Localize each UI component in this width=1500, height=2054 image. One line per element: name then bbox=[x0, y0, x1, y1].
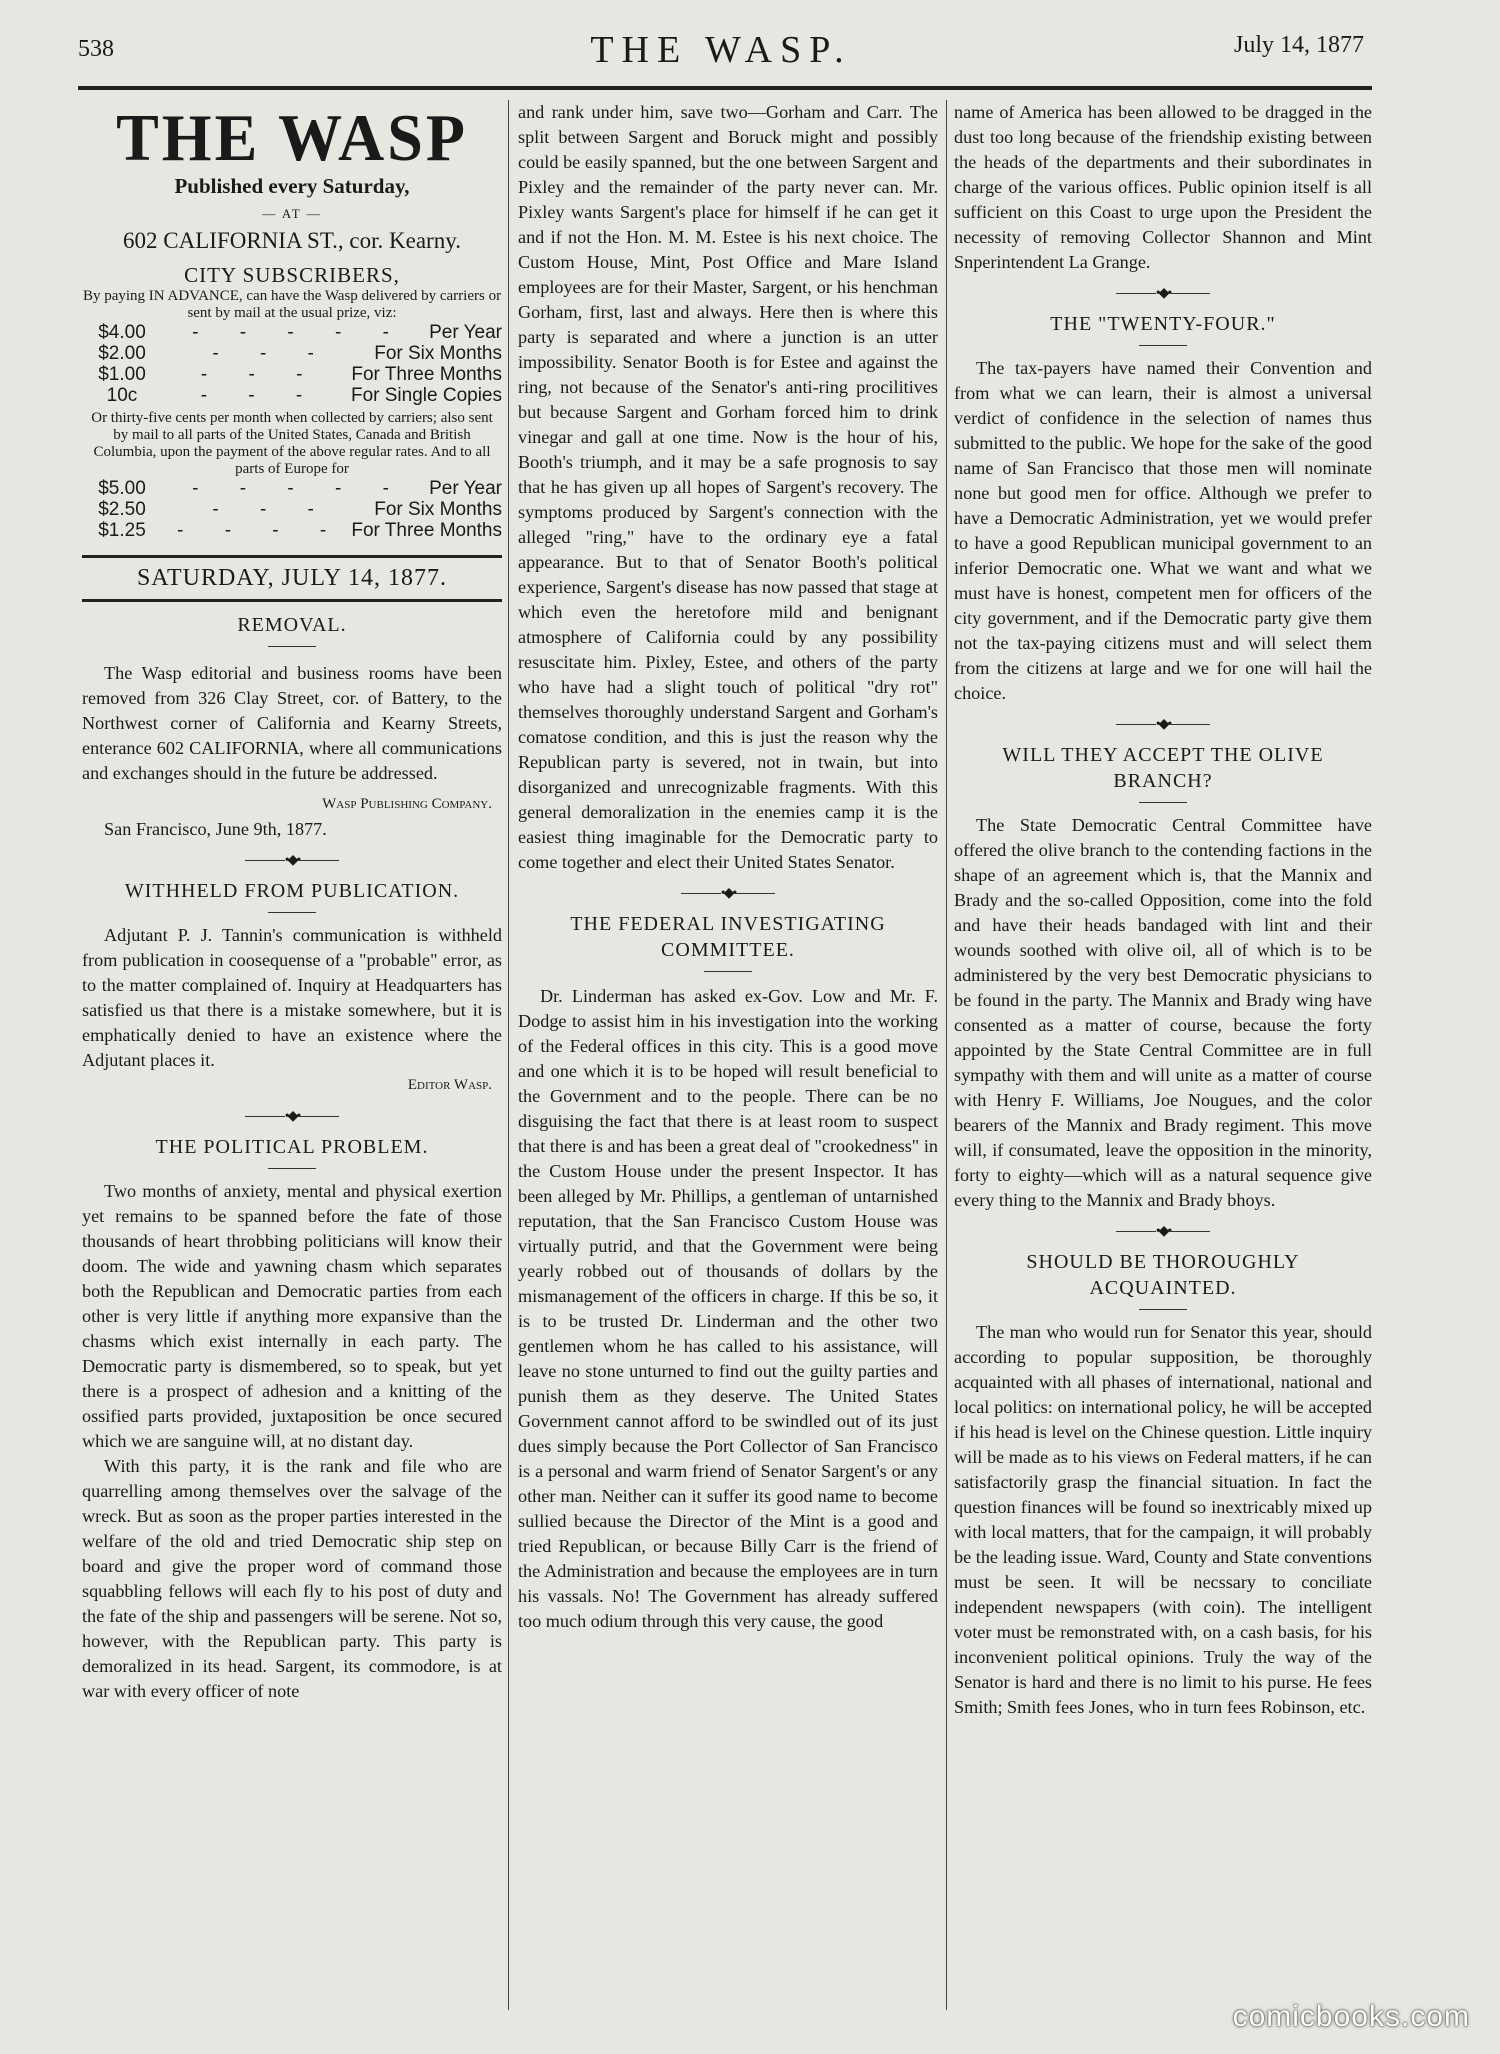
price-row: $1.00 - - - For Three Months bbox=[98, 364, 502, 385]
ornament-divider: •◆• bbox=[954, 1225, 1372, 1239]
acquainted-body: The man who would run for Senator this year, should according to popular supposition, be thoroughly acquainted with all phases of international, national and local politics: on international policy, he will be accepted if his head is level on the Chinese question. Little inquiry will be made as to his views on Federal matters, if he can satisfactorily grasp the financial situation. In fact the question finances will be found so inextricably mixed up with local matters, that for the campaign, it will probably be the leading issue. Ward, County and State conventions must be seen. It will be necssary to conciliate independent newspapers (with coin). The intelligent voter must be remonstrated with, on a cash basis, for his inconvenient political opinions. Truly the way of the Senator is hard and there is no limit to his purse. He fees Smith; Smith fees Jones, who in turn fees Robinson, etc. bbox=[954, 1322, 1372, 1717]
price-row: 10c - - - For Single Copies bbox=[106, 385, 502, 406]
price-row: $5.00 - - - - - Per Year bbox=[98, 478, 502, 499]
price-row: $1.25 - - - - For Three Months bbox=[98, 520, 502, 541]
price-row: $4.00 - - - - - Per Year bbox=[98, 322, 502, 343]
political-paragraph-1: Two months of anxiety, mental and physical exertion yet remains to be spanned before the fate of those thousands of heart throbbing politicians will know their doom. The wide and yawning chasm which separates both the Republican and Democratic parties from each other is very little if anything more expansive than the chasms which exist internally in each party. The Democratic party is dismembered, so to speak, but yet there is a prospect of adhesion and a knitting of the ossified parts provided, juxtaposition be once secured which we are sanguine will, at no distant day. bbox=[82, 1181, 502, 1451]
twentyfour-heading: THE "TWENTY-FOUR." bbox=[1050, 313, 1276, 335]
ornament-divider: •◆• bbox=[954, 287, 1372, 301]
short-rule bbox=[704, 971, 752, 972]
subscribers-heading: CITY SUBSCRIBERS, bbox=[184, 263, 400, 287]
running-head bbox=[78, 28, 1364, 76]
removal-place: San Francisco, June 9th, 1877. bbox=[104, 819, 327, 839]
federal-body: Dr. Linderman has asked ex-Gov. Low and Mr. F. Dodge to assist him in his investigation into the working of the Federal offices in this city. This is a good move and one which it is to be hoped will result beneficial to the Government and to the people. There can be no disguising the fact that there is at least room to suspect that there is and has been a great deal of "crookedness" in the Custom House under the present Inspector. It has been alleged by Mr. Phillips, a gentleman of untarnished reputation, that the San Francisco Custom House was virtually putrid, and that the Government were being yearly robbed out of thousands of dollars by the mismanagement of the officers in charge. If this be so, it is to be trusted Dr. Linderman and the other two gentlemen whom he has called to his assistance, will leave no stone unturned to find out the guilty parties and punish them as they deserve. The United States Government cannot afford to be swindled out of its just dues simply because the Port Collector of San Francisco is a personal and warm friend of Senator Sargent's or any other man. Neither can it suffer its good name to become sullied because the Director of the Mint is a good and tried Republican, or because Billy Carr is the friend of the Administration and because the employees are in turn his vassals. No! The Government has already suffered too much odium through this very cause, the good bbox=[518, 986, 938, 1631]
removal-signature: Wasp Publishing Company. bbox=[322, 796, 492, 812]
issue-date: SATURDAY, JULY 14, 1877. bbox=[82, 555, 502, 602]
newspaper-title: THE WASP bbox=[116, 100, 468, 175]
withheld-heading: WITHHELD FROM PUBLICATION. bbox=[124, 880, 460, 902]
price-list-europe bbox=[82, 478, 502, 541]
at-label: — AT — bbox=[262, 206, 322, 221]
price-row: $2.50 - - - For Six Months bbox=[98, 499, 502, 520]
twentyfour-body: The tax-payers have named their Convention and from what we can learn, their is almost a universal verdict of confidence in the selection of names thus submitted to the public. We hope for the sake of the good name of San Francisco that those men will nominate none but good men for office. Although we prefer to have a Democratic Administration, yet we would prefer to have a good Republican municipal government to an inferior Democratic one. What we want and what we must have is honest, competent men for officers of the city government, and if the Democratic party give them not the tax-paying citizens must and will select them from the citizens at large and we for one will hail the choice. bbox=[954, 358, 1372, 703]
publication-frequency: Published every Saturday, bbox=[174, 174, 410, 198]
removal-heading: REMOVAL. bbox=[237, 614, 347, 636]
olive-heading: WILL THEY ACCEPT THE OLIVE BRANCH? bbox=[1002, 744, 1324, 792]
column-3 bbox=[954, 100, 1372, 1720]
column-rule bbox=[946, 100, 947, 2010]
political-continued: and rank under him, save two—Gorham and Carr. The split between Sargent and Boruck might and possibly could be easily spanned, but the one between Sargent and Pixley and the remainder of the party never can. Mr. Pixley wants Sargent's place for himself if he can get it and if not the Hon. M. M. Estee is his next choice. The Custom House, Mint, Post Office and Mare Island employees are for their Master, Sargent, or his henchman Gorham, first, last and always. Here then is where this party is separated and where a junction is an utter impossibility. Senator Booth is for Estee and against the ring, not because of the Senator's anti-ring procilitives but because Sargent and Gorham forced him to drink vinegar and gall at one time. Now is the hour of his, Booth's triumph, and it may be a safe prognosis to say that he has given up all hopes of Sargent's recovery. The symptoms produced by Sargent's connection with the alleged "ring," have to the ordinary eye a fatal appearance. But to that of Senator Booth's political experience, Sargent's disease has now passed that stage at which even the heretofore mild and benignant atmosphere of California could by any possibility resuscitate him. Pixley, Estee, and others of the party who have had a slight touch of political "dry rot" themselves thoroughly understand Sargent and Gorham's comatose condition, and this is just the reason why the Republican party is severed, not in twain, but into disorganized and unrecognizable fragments. With this general demoralization in the enemies camp it is the easiest thing imaginable for the Democratic party to come together and elect their United States Senator. bbox=[518, 102, 938, 872]
short-rule bbox=[1139, 802, 1187, 803]
short-rule bbox=[268, 912, 316, 913]
price-list-us bbox=[82, 322, 502, 406]
withheld-signature: Editor Wasp. bbox=[407, 1077, 492, 1093]
thirty-five-cents-text: Or thirty-five cents per month when collected by carriers; also sent by mail to all parts of the United States, Canada and British Columbia, upon the payment of the above regular rates. And to all parts of Europe for bbox=[91, 410, 493, 477]
running-date: July 14, 1877 bbox=[1233, 32, 1364, 58]
top-rule bbox=[78, 86, 1372, 90]
column-1 bbox=[82, 100, 502, 1704]
federal-continued: name of America has been allowed to be dragged in the dust too long because of the friendship existing between the heads of the departments and their subordinates in charge of the various offices. Public opinion itself is all sufficient on this Coast to urge upon the President the necessity of removing Collector Shannon and Mint Snperintendent La Grange. bbox=[954, 102, 1372, 272]
ornament-divider: •◆• bbox=[82, 1110, 502, 1124]
ornament-divider: •◆• bbox=[954, 718, 1372, 732]
political-heading: THE POLITICAL PROBLEM. bbox=[155, 1136, 429, 1158]
column-rule bbox=[508, 100, 509, 2010]
short-rule bbox=[268, 1168, 316, 1169]
masthead-box bbox=[82, 100, 502, 602]
office-address: 602 CALIFORNIA ST., cor. Kearny. bbox=[123, 228, 461, 253]
short-rule bbox=[1139, 345, 1187, 346]
short-rule bbox=[268, 646, 316, 647]
political-paragraph-2: With this party, it is the rank and file who are quarrelling among themselves over the salvage of the wreck. But as soon as the proper parties interested in the welfare of the old and tried Democratic ship step on board and give the proper word of command those squabbling fellows will each fly to his post of duty and the fate of the ship and passengers will be serene. Not so, however, with the Republican party. This party is demoralized in its head. Sargent, its commodore, is at war with every officer of note bbox=[82, 1456, 502, 1701]
removal-body: The Wasp editorial and business rooms have been removed from 326 Clay Street, cor. of Battery, to the Northwest corner of California and Kearny Streets, enterance 602 CALIFORNIA, where all communications and exchanges should in the future be addressed. bbox=[82, 663, 502, 783]
page-number: 538 bbox=[78, 36, 114, 62]
price-row: $2.00 - - - For Six Months bbox=[98, 343, 502, 364]
short-rule bbox=[1139, 1309, 1187, 1310]
ornament-divider: •◆• bbox=[82, 854, 502, 868]
running-masthead: THE WASP. bbox=[590, 29, 852, 71]
ornament-divider: •◆• bbox=[518, 887, 938, 901]
acquainted-heading: SHOULD BE THOROUGHLY ACQUAINTED. bbox=[1026, 1251, 1300, 1299]
olive-body: The State Democratic Central Committee have offered the olive branch to the contending factions in the shape of an agreement which is, that the Mannix and Brady and the so-called Opposition, come into the fold and have their heads bandaged with lint and their wounds soothed with olive oil, all of which is to be administered by the very best Democratic physicians to be found in the party. The Mannix and Brady wing have consented as a matter of course, because the forty appointed by the State Central Committee are in full sympathy with them and will unite as a matter of course with Henry F. Williams, Joe Nougues, and the color bearers of the Mannix and Brady regiment. This move will, if consumated, leave the opposition in the minority, forty to eighty—which will as a natural sequence give every thing to the Mannix and Brady bhoys. bbox=[954, 815, 1372, 1210]
watermark: comicbooks.com bbox=[1232, 2000, 1470, 2033]
federal-heading: THE FEDERAL INVESTIGATING COMMITTEE. bbox=[570, 913, 886, 961]
column-2 bbox=[518, 100, 938, 1634]
advance-text: By paying IN ADVANCE, can have the Wasp delivered by carriers or sent by mail at the usual prize, viz: bbox=[82, 288, 502, 321]
withheld-body: Adjutant P. J. Tannin's communication is withheld from publication in coosequense of a "probable" error, as to the matter complained of. Inquiry at Headquarters has satisfied us that there is a mistake somewhere, but it is emphatically denied to have an existence where the Adjutant places it. bbox=[82, 925, 502, 1070]
